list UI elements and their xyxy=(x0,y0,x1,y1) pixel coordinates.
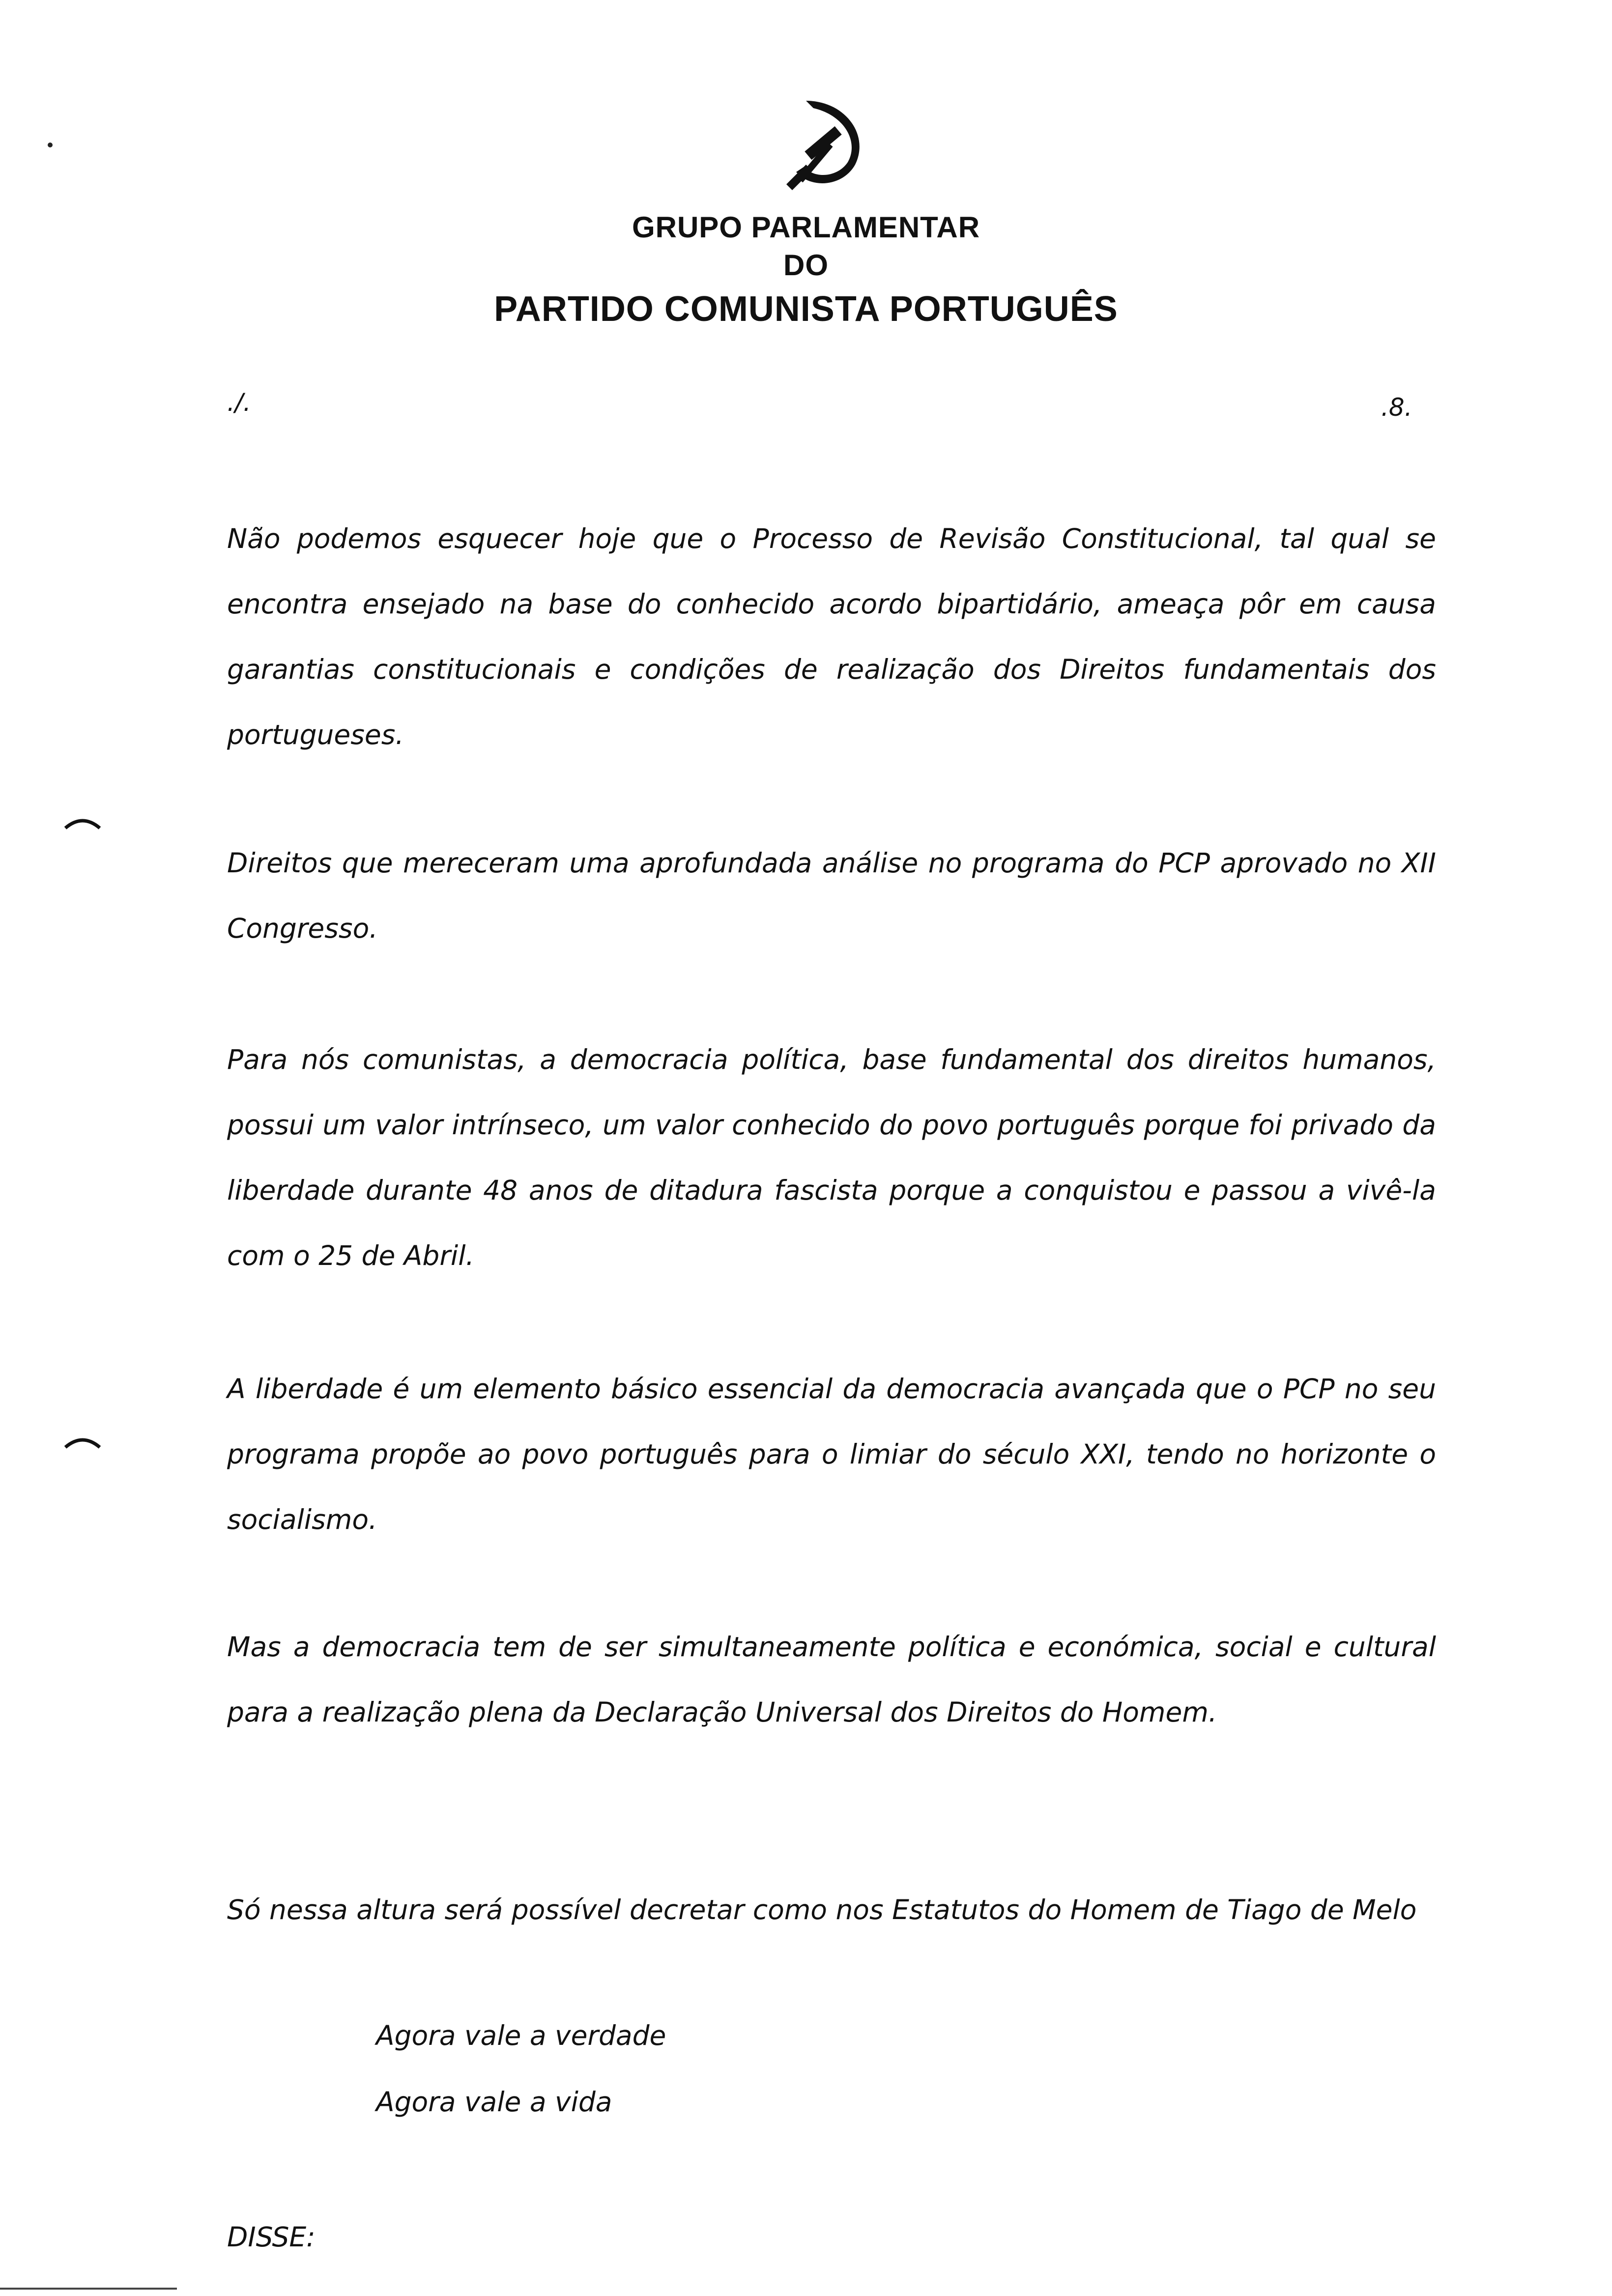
punch-hole-mark xyxy=(63,1435,102,1450)
header-party-name: PARTIDO COMUNISTA PORTUGUÊS xyxy=(494,289,1118,329)
paragraph-text: Não podemos esquecer hoje que o Processo de Revisão Constitucional, tal qual se encontra ensejado na base do conhecido acordo bipartidário, ameaça pôr em causa garantias constitucionais e condições de realização dos Direitos fundamentais dos portugueses. xyxy=(227,523,1436,750)
body-paragraph-1 xyxy=(227,506,1436,768)
paragraph-text: Para nós comunistas, a democracia política, base fundamental dos direitos humanos, possui um valor intrínseco, um valor conhecido do povo português porque foi privado da liberdade durante 48 anos de ditadura fascista porque a conquistou e passou a vivê-la com o 25 de Abril. xyxy=(227,1044,1436,1271)
paragraph-text: Mas a democracia tem de ser simultaneamente política e económica, social e cultural para a realização plena da Declaração Universal dos Direitos do Homem. xyxy=(227,1631,1436,1728)
scan-edge-line xyxy=(0,2288,177,2290)
verse-line-1: Agora vale a verdade xyxy=(376,2020,666,2051)
scan-speck xyxy=(48,143,53,147)
body-paragraph-2 xyxy=(227,831,1436,961)
body-paragraph-6 xyxy=(227,1877,1436,1943)
verse-line-2: Agora vale a vida xyxy=(376,2086,612,2118)
header-group-title: GRUPO PARLAMENTAR xyxy=(632,211,980,244)
hammer-and-sickle-icon xyxy=(777,91,880,199)
paragraph-text: A liberdade é um elemento básico essencial da democracia avançada que o PCP no seu programa propõe ao povo português para o limiar do século XXI, tendo no horizonte o socialismo. xyxy=(227,1373,1436,1535)
paragraph-text: Só nessa altura será possível decretar como nos Estatutos do Homem de Tiago de Melo xyxy=(227,1894,1417,1925)
body-paragraph-5 xyxy=(227,1614,1436,1745)
body-paragraph-4 xyxy=(227,1356,1436,1552)
closing-signoff: DISSE: xyxy=(227,2221,316,2253)
punch-hole-mark xyxy=(63,816,102,831)
body-paragraph-3 xyxy=(227,1027,1436,1289)
header-connector: DO xyxy=(783,249,829,282)
continuation-mark: ./. xyxy=(227,388,251,417)
page-number: .8. xyxy=(1381,393,1412,422)
paragraph-text: Direitos que mereceram uma aprofundada análise no programa do PCP aprovado no XII Congresso. xyxy=(227,847,1436,944)
